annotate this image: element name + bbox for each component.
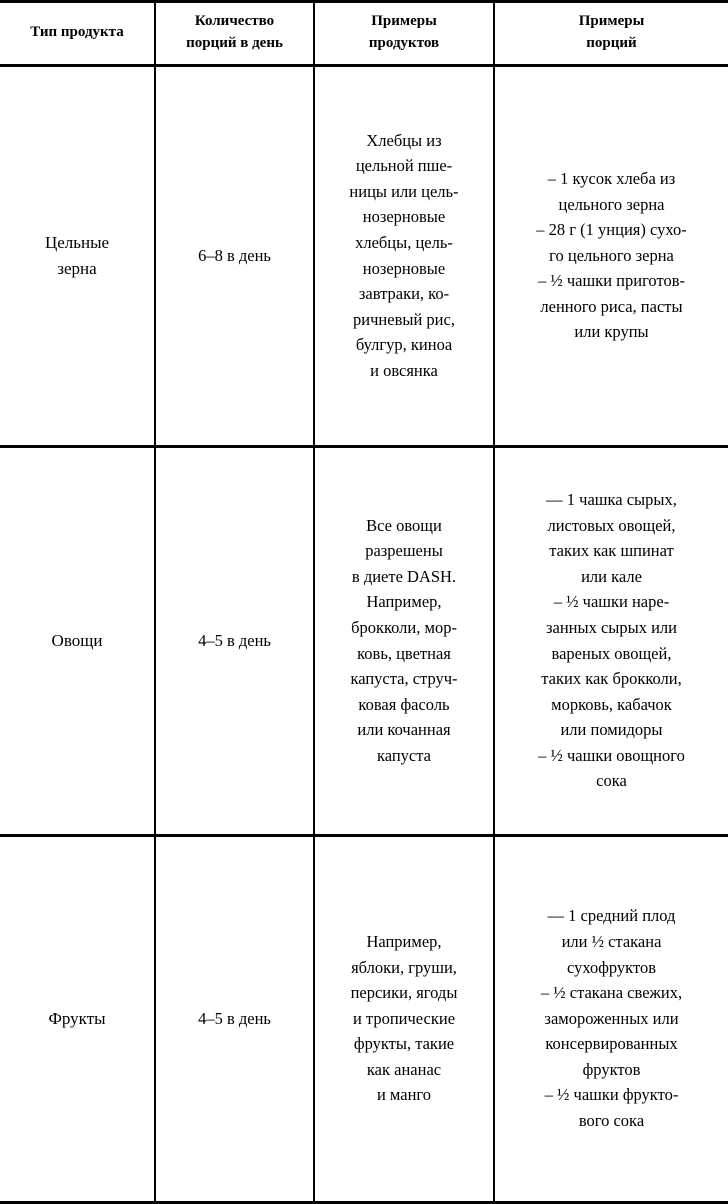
- cell-food-examples: Хлебцы из цельной пше- ницы или цель- нозерновые хлебцы, цель- нозерновые завтраки, ко- ричневый рис, булгур, киноа и овсянка: [314, 65, 494, 446]
- cell-product-type: Фрукты: [0, 835, 155, 1202]
- table-row: [0, 65, 728, 446]
- header-cell-servings-per-day: Количество порций в день: [155, 2, 314, 66]
- cell-product-type: Овощи: [0, 446, 155, 835]
- cell-food-examples: Все овощи разрешены в диете DASH. Например, брокколи, мор- ковь, цветная капуста, струч- ковая фасоль или кочанная капуста: [314, 446, 494, 835]
- cell-servings-per-day: 4–5 в день: [155, 835, 314, 1202]
- cell-food-examples: Например, яблоки, груши, персики, ягоды и тропические фрукты, такие как ананас и манго: [314, 835, 494, 1202]
- cell-product-type: Цельные зерна: [0, 65, 155, 446]
- table-row: [0, 446, 728, 835]
- cell-serving-examples: – 1 кусок хлеба из цельного зерна – 28 г (1 унция) сухо- го цельного зерна – ½ чашки приготов- ленного риса, пасты или крупы: [536, 169, 687, 342]
- header-cell-food-examples: Примеры продуктов: [314, 2, 494, 66]
- header-row: [0, 2, 728, 66]
- header-cell-serving-examples: Примеры порций: [494, 2, 728, 66]
- table-body: [0, 65, 728, 1202]
- cell-serving-examples: — 1 средний плод или ½ стакана сухофруктов – ½ стакана свежих, замороженных или консервированных фруктов – ½ чашки фрукто- вого сока: [494, 835, 728, 1202]
- cell-servings-per-day: 4–5 в день: [155, 446, 314, 835]
- table-row: [0, 835, 728, 1202]
- cell-serving-examples: — 1 чашка сырых, листовых овощей, таких как шпинат или кале – ½ чашки наре- занных сырых или вареных овощей, таких как брокколи, морковь, кабачок или помидоры – ½ чашки овощного сока: [494, 446, 728, 835]
- header-cell-product-type: Тип продукта: [0, 2, 155, 66]
- table-header: [0, 2, 728, 66]
- cell-servings-per-day: 6–8 в день: [155, 65, 314, 446]
